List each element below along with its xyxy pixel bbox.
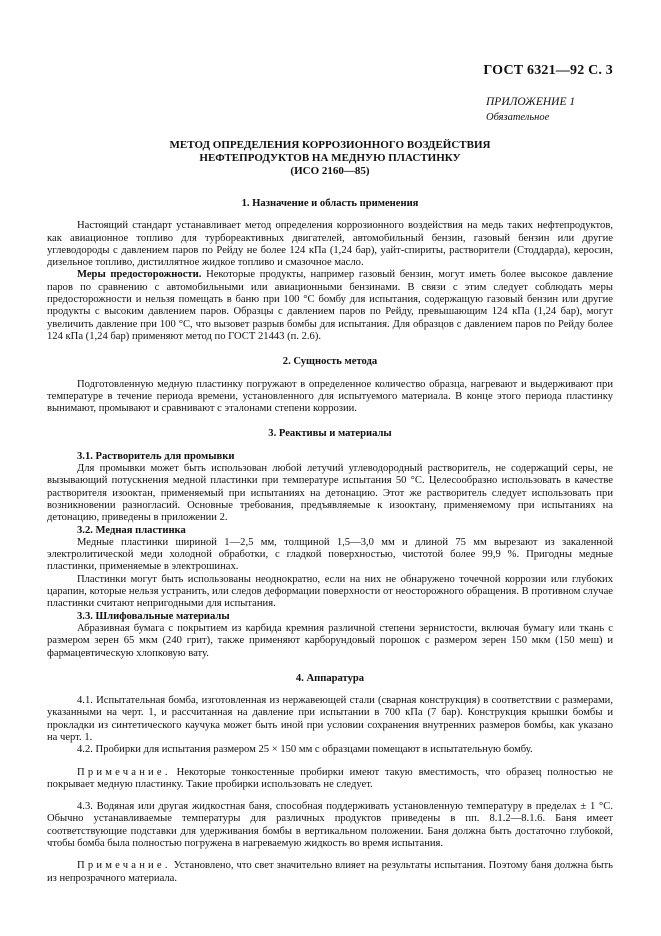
precautions-text: Некоторые продукты, например газовый бензин, могут иметь более высокое давление паров по сравнению с автомобильными или авиационными бензинами. В связи с этим следует соблюдать меры предосторожности и нельзя помещать в баню при 100 °С бомбу для испытания, содержащую газовый бензин или другие продукты с высоким давлением паров. Образцы с давлением паров по Рейду, превышающим 124 кПа (1,24 бар), могут увеличить давление при 100 °С, что вызовет разрыв бомбы для испытания. Для образцов с давлением паров по Рейду более 124 кПа (1,24 бар) применяют метод по ГОСТ 21443 (п. 2.6).: [47, 269, 613, 342]
section-heading: 3. Реактивы и материалы: [268, 428, 392, 440]
note-text: Некоторые тонкостенные пробирки имеют такую вместимость, что образец полностью не покрывает медную пластинку. Такие пробирки использовать не следует.: [47, 766, 613, 790]
paragraph: 4.2. Пробирки для испытания размером 25 × 150 мм с образцами помещают в испытательную бомбу.: [77, 744, 533, 756]
title-line-1: МЕТОД ОПРЕДЕЛЕНИЯ КОРРОЗИОННОГО ВОЗДЕЙСТВИЯ: [169, 139, 491, 151]
paragraph: Настоящий стандарт устанавливает метод определения коррозионного воздействия на медь таких нефтепродуктов, как авиационное топливо для турбореактивных двигателей, автомобильный бензин, газовый бензин или другие углеводороды с давлением паров по Рейду не более 124 кПа (1,24 бар), уайт-спириты, растворители (Стоддарда), керосин, дизельное топливо, дистиллятное жидкое топливо и смазочное масло.: [47, 220, 613, 269]
document-id-header: ГОСТ 6321—92 С. 3: [483, 63, 613, 78]
title-line-2: НЕФТЕПРОДУКТОВ НА МЕДНУЮ ПЛАСТИНКУ: [199, 152, 461, 164]
paragraph: 4.3. Водяная или другая жидкостная баня, способная поддерживать установленную температуру в пределах ± 1 °С. Обычно устанавливаемые температуры для различных продуктов приведены в пп. 8.1.2—8.1.6. Баня имеет соответствующие подставки для удерживания бомбы в вертикальном положении. Баня должна быть достаточно глубокой, чтобы бомба была полностью погружена в нагреваемую жидкость во время испытания.: [47, 801, 613, 850]
paragraph: Подготовленную медную пластинку погружают в определенное количество образца, нагревают и выдерживают при температуре в течение периода времени, установленного для испытуемого материала. В конце этого периода пластинку вынимают, промывают и сравнивают с эталонами степени коррозии.: [47, 378, 613, 415]
subsection-heading: 3.1. Растворитель для промывки: [77, 450, 235, 462]
document-title: [47, 139, 613, 178]
note-label: Примечание.: [77, 766, 171, 778]
section-heading: 2. Сущность метода: [282, 356, 378, 368]
section-4: [47, 673, 613, 885]
note-label: Примечание.: [77, 860, 171, 872]
paragraph: Абразивная бумага с покрытием из карбида кремния различной степени зернистости, включая бумагу или ткань с размером зерен 65 мкм (240 грит), также применяют карборундовый порошок с размером зерен 150 мкм (150 меш) и фармацевтическую хлопковую вату.: [47, 622, 613, 659]
section-2: [47, 356, 613, 415]
paragraph: 4.1. Испытательная бомба, изготовленная из нержавеющей стали (сварная конструкция) в соответствии с размерами, указанными на черт. 1, и рассчитанная на давление при испытании в 700 кПа (7 бар). Конструкция крышки бомбы и прокладки из синтетического каучука может быть иной при условии сохранения внутренних размеров бомбы, как указано на черт. 1.: [47, 695, 613, 743]
paragraph: Для промывки может быть использован любой летучий углеводородный растворитель, не содержащий серы, не вызывающий потускнения медной пластинки при температуре испытания 50 °С. Целесообразно использовать в качестве растворителя изооктан, применяемый при испытаниях на детонацию. Этот же растворитель следует использовать при возникновении разногласий. Основные требования, предъявляемые к изооктану, применяемому при испытаниях на детонацию, приведены в приложении 2.: [47, 463, 613, 524]
title-line-3: (ИСО 2160—85): [290, 165, 370, 177]
section-heading: 4. Аппаратура: [295, 672, 365, 684]
document-body: [47, 198, 613, 885]
precautions-lead: Меры предосторожности.: [77, 269, 202, 281]
appendix-label: ПРИЛОЖЕНИЕ 1: [486, 96, 576, 108]
section-1: [47, 198, 613, 343]
note-paragraph: [47, 767, 613, 792]
paragraph: Пластинки могут быть использованы неоднократно, если на них не обнаружено точечной коррозии или глубоких царапин, которые нельзя устранить, или следов деформации поверхности от неосторожного обращения. В противном случае пластинки считают непригодными для испытания.: [47, 573, 613, 610]
note-paragraph: [47, 860, 613, 885]
appendix-label-block: [486, 95, 575, 125]
section-heading: 1. Назначение и область применения: [241, 198, 419, 209]
paragraph: Медные пластинки шириной 1—2,5 мм, толщиной 1,5—3,0 мм и длиной 75 мм вырезают из закаленной электролитической меди холодной обработки, с гладкой поверхностью, чистотой более 99,9 %. Пригодны медные пластинки, применяемые в электрошинах.: [47, 536, 613, 573]
subsection-heading: 3.2. Медная пластинка: [77, 524, 186, 536]
section-3: [47, 428, 613, 659]
paragraph-precautions: [47, 269, 613, 343]
appendix-status: Обязательное: [486, 112, 550, 123]
subsection-heading: 3.3. Шлифовальные материалы: [77, 610, 230, 622]
note-text: Установлено, что свет значительно влияет на результаты испытания. Поэтому баня должна быть из непрозрачного материала.: [47, 860, 613, 884]
